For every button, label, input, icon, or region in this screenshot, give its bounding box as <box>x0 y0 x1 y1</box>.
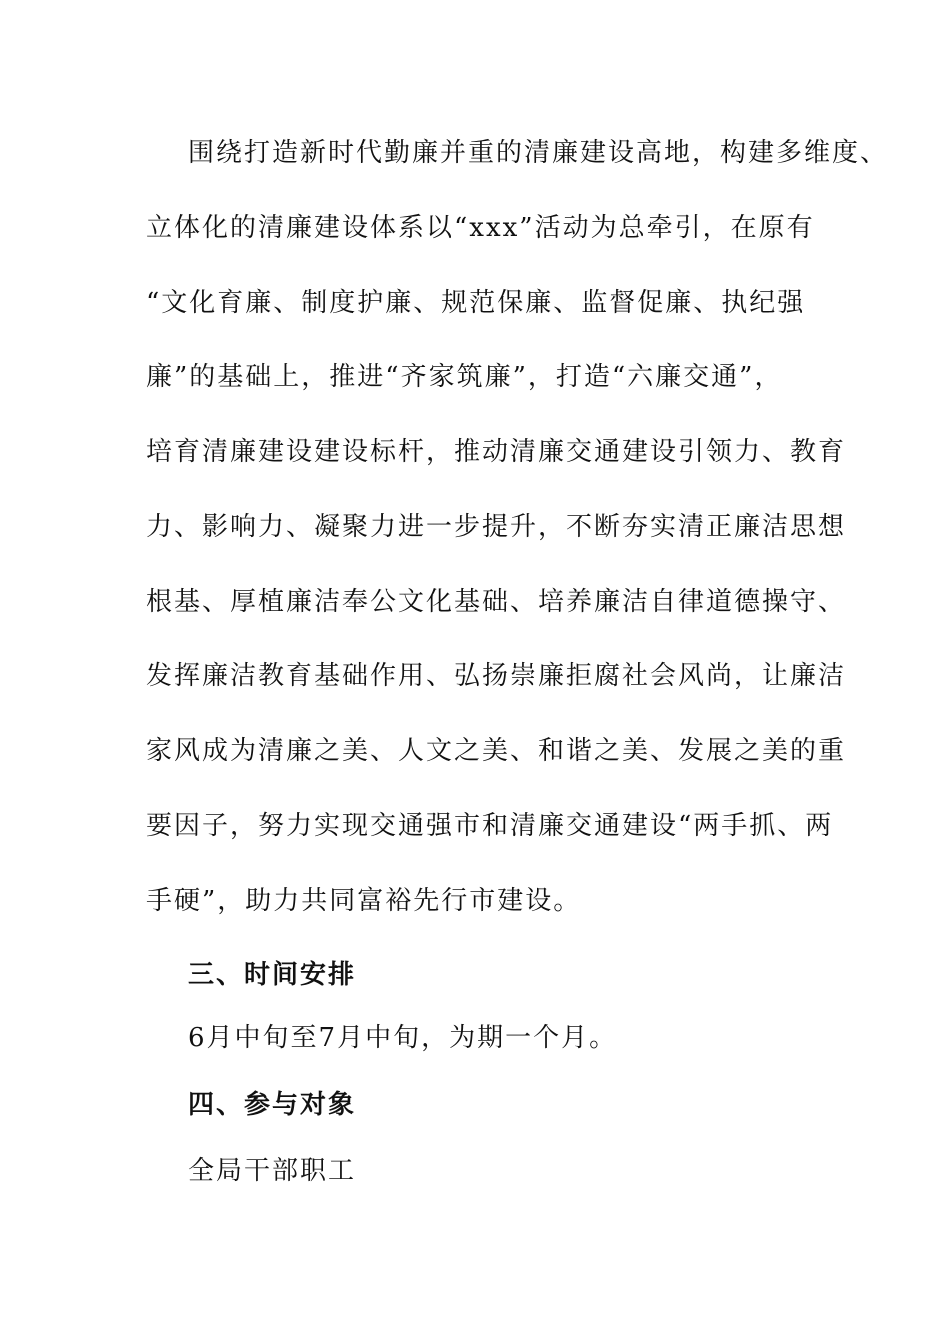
paragraph-line: 手硬”，助力共同富裕先行市建设。 <box>146 886 582 916</box>
paragraph-line: 围绕打造新时代勤廉并重的清廉建设高地，构建多维度、 <box>188 138 889 168</box>
section-heading-time: 三、时间安排 <box>188 960 357 990</box>
paragraph-line: 立体化的清廉建设体系以“xxx”活动为总牵引，在原有 <box>146 213 815 243</box>
section-text-participants: 全局干部职工 <box>188 1156 357 1186</box>
paragraph-line: 家风成为清廉之美、人文之美、和谐之美、发展之美的重 <box>146 736 847 766</box>
paragraph-line: 要因子，努力实现交通强市和清廉交通建设“两手抓、两 <box>146 811 834 841</box>
paragraph-line: 根基、厚植廉洁奉公文化基础、培养廉洁自律道德操守、 <box>146 587 847 617</box>
paragraph-line: 发挥廉洁教育基础作用、弘扬崇廉拒腐社会风尚，让廉洁 <box>146 661 847 691</box>
section-heading-participants: 四、参与对象 <box>188 1090 357 1120</box>
paragraph-line: 廉”的基础上，推进“齐家筑廉”，打造“六廉交通”， <box>146 362 783 392</box>
section-text-time: 6月中旬至7月中旬，为期一个月。 <box>188 1023 618 1053</box>
paragraph-line: “文化育廉、制度护廉、规范保廉、监督促廉、执纪强 <box>146 288 806 318</box>
paragraph-line: 力、影响力、凝聚力进一步提升，不断夯实清正廉洁思想 <box>146 512 847 542</box>
paragraph-line: 培育清廉建设建设标杆，推动清廉交通建设引领力、教育 <box>146 437 847 467</box>
